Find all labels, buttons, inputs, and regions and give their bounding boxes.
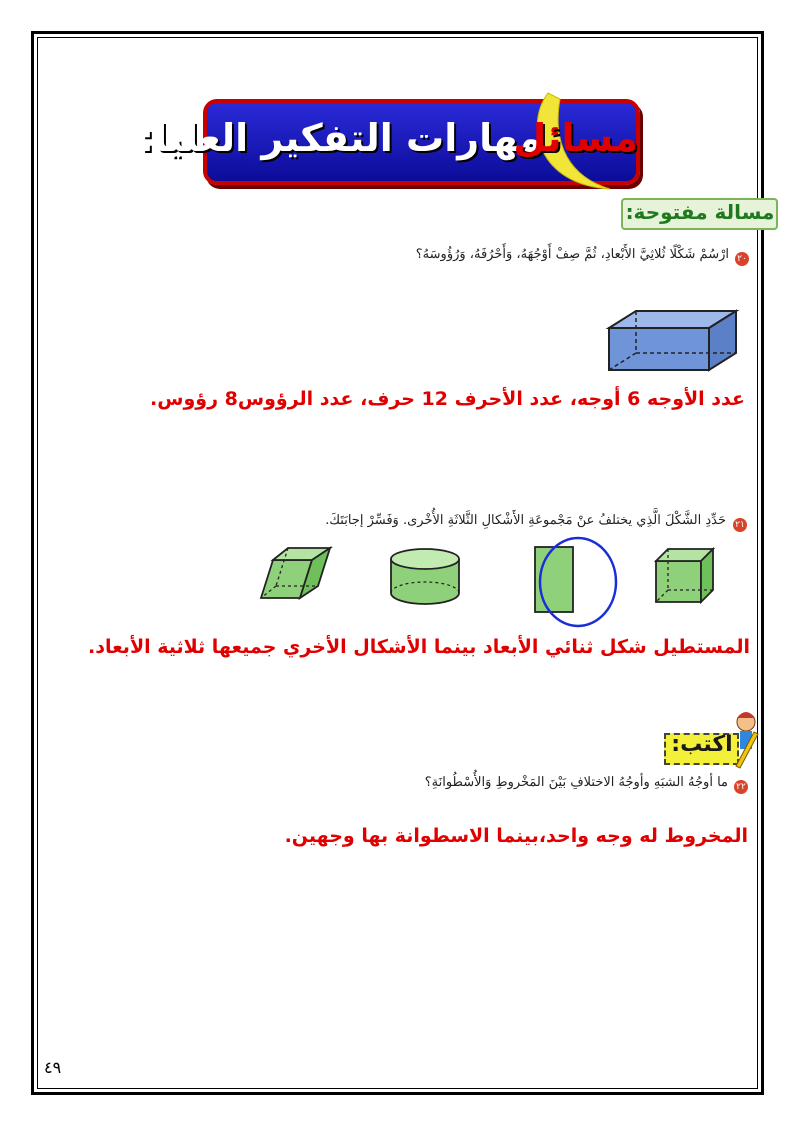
question-22-text: ما أوجُهُ الشبَهِ وأوجُهُ الاختلافِ بَيْنَ المَخْروطِ وَالأُسْطُوانَةِ؟ — [424, 775, 728, 790]
cuboid-figure — [606, 308, 740, 374]
question-number-badge: ٢١ — [733, 518, 747, 532]
answer-21: المستطيل شكل ثنائي الأبعاد بينما الأشكال الأخري جميعها ثلاثية الأبعاد. — [87, 636, 750, 658]
page-number: ٤٩ — [44, 1058, 62, 1077]
open-question-header: مسالة مفتوحة: — [625, 200, 775, 224]
question-21-text: حَدِّدِ الشَّكْلَ الَّذِي يختلفُ عنْ مَجْموعَةِ الأَشْكالِ الثَّلاثَةِ الأُخْرى. وَفَسِّرْ إجابَتَكَ. — [325, 513, 726, 528]
cube-figure — [654, 547, 718, 605]
write-label: اكتب: — [671, 732, 733, 757]
answer-20: عدد الأوجه 6 أوجه، عدد الأحرف 12 حرف، عدد الرؤوس8 رؤوس. — [150, 388, 745, 410]
question-20-text: ارْسُمْ شَكْلًا ثُلاثِيَّ الأَبْعادِ، ثُمَّ صِفْ أَوْجُهَهُ، وَأَحْرُفَهُ، وَرُؤُوسَهُ؟ — [415, 247, 729, 262]
cylinder-figure — [388, 547, 462, 607]
title-main-text: مهارات التفكير العليا: — [138, 116, 542, 160]
question-number-badge: ٢٢ — [734, 780, 748, 794]
answer-22: المخروط له وجه واحد،بينما الاسطوانة بها وجهين. — [284, 825, 748, 847]
parallelepiped-figure — [258, 546, 334, 602]
question-number-badge: ٢٠ — [735, 252, 749, 266]
title-accent-text: مسائل — [513, 116, 638, 160]
selection-circle — [532, 533, 622, 629]
pencil-kid-icon — [732, 708, 760, 768]
